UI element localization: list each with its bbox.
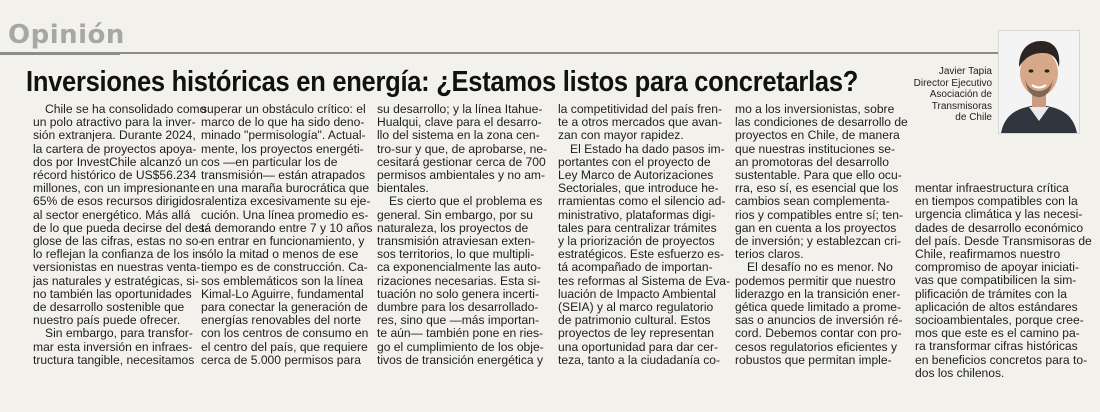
article-text-line: dos los chilenos.	[915, 365, 1005, 380]
article-text-line: mente, los proyectos energéti-	[201, 141, 364, 156]
article-text-line: rios y compatibles entre sí; ten-	[735, 207, 904, 222]
article-text-line: sustentable. Para que ello ocu-	[735, 168, 902, 183]
article-text-line: nuestro país puede ofrecer.	[33, 313, 181, 328]
article-text-line: que nuestras instituciones se-	[735, 141, 895, 156]
article-text-line: en una maraña burocrática que	[201, 181, 370, 196]
article-text-line: cesos regulatorios eficientes y	[735, 339, 898, 354]
article-text-line: Es cierto que el problema es	[389, 194, 543, 209]
article-text-line: vas que compatibilicen la sim-	[915, 273, 1077, 288]
article-text-line: cesitará gestionar cerca de 700	[377, 154, 546, 169]
article-text-line: te a otros mercados que avan-	[558, 115, 723, 130]
article-text-line: tuación no solo genera incerti-	[377, 286, 540, 301]
article-text-line: sión extranjera. Durante 2024,	[33, 128, 196, 143]
article-text-line: su desarrollo; y la línea Itahue-	[377, 102, 543, 116]
article-text-line: tá acompañado de importan-	[558, 260, 713, 275]
article-text-line: no también las oportunidades	[33, 286, 192, 301]
article-column-1	[33, 102, 209, 367]
article-text-line: glose de las cifras, estas no so-	[33, 234, 203, 249]
article-text-line: la cartera de proyectos apoya-	[33, 141, 197, 156]
author-title-line: Director Ejecutivo	[913, 77, 992, 89]
article-text-line: compromiso de apoyar iniciati-	[915, 260, 1080, 275]
article-text-line: rramientas como el silencio ad-	[558, 194, 726, 209]
article-text-line: el centro del país, que requiere	[201, 339, 368, 354]
article-text-line: de inversión; y establezcan cri-	[735, 234, 902, 249]
article-text-line: superar un obstáculo crítico: el	[201, 102, 366, 116]
article-text-line: récord histórico de US$56.234	[33, 168, 197, 183]
article-text-line: las condiciones de desarrollo de	[735, 115, 908, 130]
section-header	[8, 20, 125, 50]
article-text-line: al sector energético. Más allá	[33, 207, 191, 222]
article-text-line: res, sino que —más importan-	[377, 313, 539, 328]
article-text-line: 65% de esos recursos dirigidos	[33, 194, 202, 209]
article-text-line: sólo la mitad o menos de ese	[201, 247, 359, 262]
article-text-line: socioambientales, porque cree-	[915, 313, 1084, 328]
article-text-line: rra, eso sí, es esencial que los	[735, 181, 899, 196]
article-text-line: minado "permisología". Actual-	[201, 128, 366, 143]
article-text-line: la competitividad del país fren-	[558, 102, 723, 116]
article-text-line: dos por InvestChile alcanzó un	[33, 154, 199, 169]
article-text-line: en tiempos compatibles con la	[915, 194, 1078, 209]
article-text-line: dades de desarrollo económico	[915, 220, 1084, 235]
article-text-line: proyectos de ley representan	[558, 326, 714, 341]
article-text-line: general. Sin embargo, por su	[377, 207, 533, 222]
article-text-line: sos territorios, lo que multipli-	[377, 247, 535, 262]
article-text-line: tructura tangible, necesitamos	[33, 352, 195, 367]
article-text-line: ministrativo, plataformas digi-	[558, 207, 716, 222]
article-text-line: teza, tanto a la ciudadanía co-	[558, 352, 721, 367]
article-text-line: mar esta inversión en infraes-	[33, 339, 193, 354]
article-text-line: permisos ambientales y no am-	[377, 168, 546, 183]
article-text-line: luación de Impacto Ambiental	[558, 286, 716, 301]
article-text-line: y la priorización de proyectos	[558, 234, 715, 249]
article-text-line: Sectoriales, que introduce he-	[558, 181, 719, 196]
article-text-line: con los centros de consumo en	[201, 326, 369, 341]
article-text-line: dumbre para los desarrollado-	[377, 300, 539, 315]
article-text-line: lo reflejan la confianza de los in-	[33, 247, 206, 262]
article-text-line: de desarrollo sostenible que	[33, 300, 185, 315]
article-text-line: llo del sistema en la zona cen-	[377, 128, 540, 143]
article-text-line: transmisión atraviesan exten-	[377, 234, 535, 249]
author-portrait-icon	[999, 31, 1079, 133]
article-text-line: millones, con un impresionante	[33, 181, 200, 196]
article-text-line: un polo atractivo para la inver-	[33, 115, 196, 130]
article-text-line: El Estado ha dado pasos im-	[570, 141, 725, 156]
section-divider	[0, 52, 1000, 54]
article-text-line: marco de lo que ha sido deno-	[201, 115, 365, 130]
article-text-line: tá demorando entre 7 y 10 años	[201, 220, 373, 235]
article-text-line: de patrimonio cultural. Estos	[558, 313, 711, 328]
article-text-line: Chile, reafirmamos nuestro	[915, 247, 1061, 262]
article-text-line: proyectos en Chile, de manera	[735, 128, 900, 143]
article-text-line: urgencia climática y las necesi-	[915, 207, 1083, 222]
article-text-line: mentar infraestructura crítica	[915, 181, 1069, 195]
article-text-line: del país. Desde Transmisoras de	[915, 233, 1092, 248]
article-text-line: cord. Debemos contar con pro-	[735, 326, 902, 341]
article-text-line: en beneficios concretos para to-	[915, 352, 1088, 367]
article-text-line: te aún— también pone en ries-	[377, 326, 544, 341]
article-text-line: cerca de 5.000 permisos para	[201, 352, 361, 367]
article-text-line: energías renovables del norte	[201, 313, 362, 328]
article-text-line: Chile se ha consolidado como	[45, 102, 207, 116]
article-text-line: Ley Marco de Autorizaciones	[558, 168, 714, 183]
section-label: Opinión	[8, 20, 125, 50]
article-text-line: tes reformas al Sistema de Eva-	[558, 273, 731, 288]
article-text-line: plificación de trámites con la	[915, 286, 1067, 301]
article-text-line: versionistas en nuestras venta-	[33, 260, 201, 275]
article-text-line: cambios sean complementa-	[735, 194, 890, 209]
article-column-4	[558, 102, 731, 367]
article-text-line: tivos de transición energética y	[377, 352, 544, 367]
article-column-6	[915, 181, 1092, 380]
article-text-line: podemos permitir que nuestro	[735, 273, 896, 288]
article-headline: Inversiones históricas en energía: ¿Estamos listos para concretarlas?	[26, 66, 859, 98]
article-text-line: ralentiza excesivamente su eje-	[201, 194, 371, 209]
author-name: Javier Tapia	[938, 66, 992, 77]
article-text-line: tiempo es de construcción. Ca-	[201, 260, 368, 275]
article-text-line: transmisión— están atrapados	[201, 168, 366, 183]
article-text-line: sos emblemáticos son la línea	[201, 273, 364, 288]
article-column-3	[377, 102, 548, 367]
author-title-line: de Chile	[955, 112, 992, 124]
article-text-line: cos —en particular los de	[201, 154, 338, 169]
article-text-line: para conectar la generación de	[201, 300, 368, 315]
article-text-line: zan con mayor rapidez.	[558, 128, 684, 143]
article-column-5	[735, 103, 907, 367]
article-text-line: (SEIA) y al marco regulatorio	[558, 300, 714, 315]
article-text-line: mo a los inversionistas, sobre	[735, 102, 895, 116]
author-title-line: Asociación de	[929, 89, 992, 101]
article-text-line: de lo que pueda decirse del des-	[33, 220, 209, 235]
section-divider-accent	[0, 52, 120, 55]
article-text-line: gética quede limitado a prome-	[735, 300, 902, 315]
article-text-line: estratégicos. Este esfuerzo es-	[558, 247, 725, 262]
article-text-line: ra transformar cifras históricas	[915, 339, 1078, 354]
article-text-line: bientales.	[377, 181, 429, 196]
article-text-line: Kimal-Lo Aguirre, fundamental	[201, 286, 364, 301]
article-text-line: tro-sur y que, de aprobarse, ne-	[377, 141, 548, 156]
article-text-line: una oportunidad para dar cer-	[558, 339, 719, 354]
author-title-line: Transmisoras	[931, 100, 992, 112]
article-text-line: naturaleza, los proyectos de	[377, 220, 529, 235]
article-text-line: an promotoras del desarrollo	[735, 154, 889, 169]
article-text-line: go el cumplimiento de los obje-	[377, 339, 544, 354]
article-text-line: robustos que permitan imple-	[735, 352, 892, 367]
author-photo	[998, 30, 1080, 134]
article-text-line: terios claros.	[735, 247, 804, 262]
article-text-line: tales para centralizar trámites	[558, 220, 717, 235]
article-text-line: sas o anuncios de inversión ré-	[735, 313, 903, 328]
article-text-line: Hualqui, clave para el desarro-	[377, 115, 542, 130]
article-text-line: El desafío no es menor. No	[747, 260, 893, 275]
article-column-2	[201, 102, 373, 367]
article-text-line: aplicación de altos estándares	[915, 299, 1078, 314]
article-text-line: Sin embargo, para transfor-	[45, 326, 193, 341]
article-text-line: ca exponencialmente las auto-	[377, 260, 542, 275]
article-text-line: jas naturales y estratégicas, si-	[33, 273, 200, 288]
article-text-line: cución. Una línea promedio es-	[201, 207, 369, 222]
article-text-line: portantes con el proyecto de	[558, 154, 711, 169]
article-text-line: gan en cuenta a los proyectos	[735, 220, 897, 235]
article-text-line: liderazgo en la transición ener-	[735, 286, 901, 301]
article-text-line: mos que este es el camino pa-	[915, 326, 1080, 341]
article-text-line: rizaciones necesarias. Esta si-	[377, 273, 541, 288]
article-text-line: en entrar en funcionamiento, y	[201, 234, 365, 249]
